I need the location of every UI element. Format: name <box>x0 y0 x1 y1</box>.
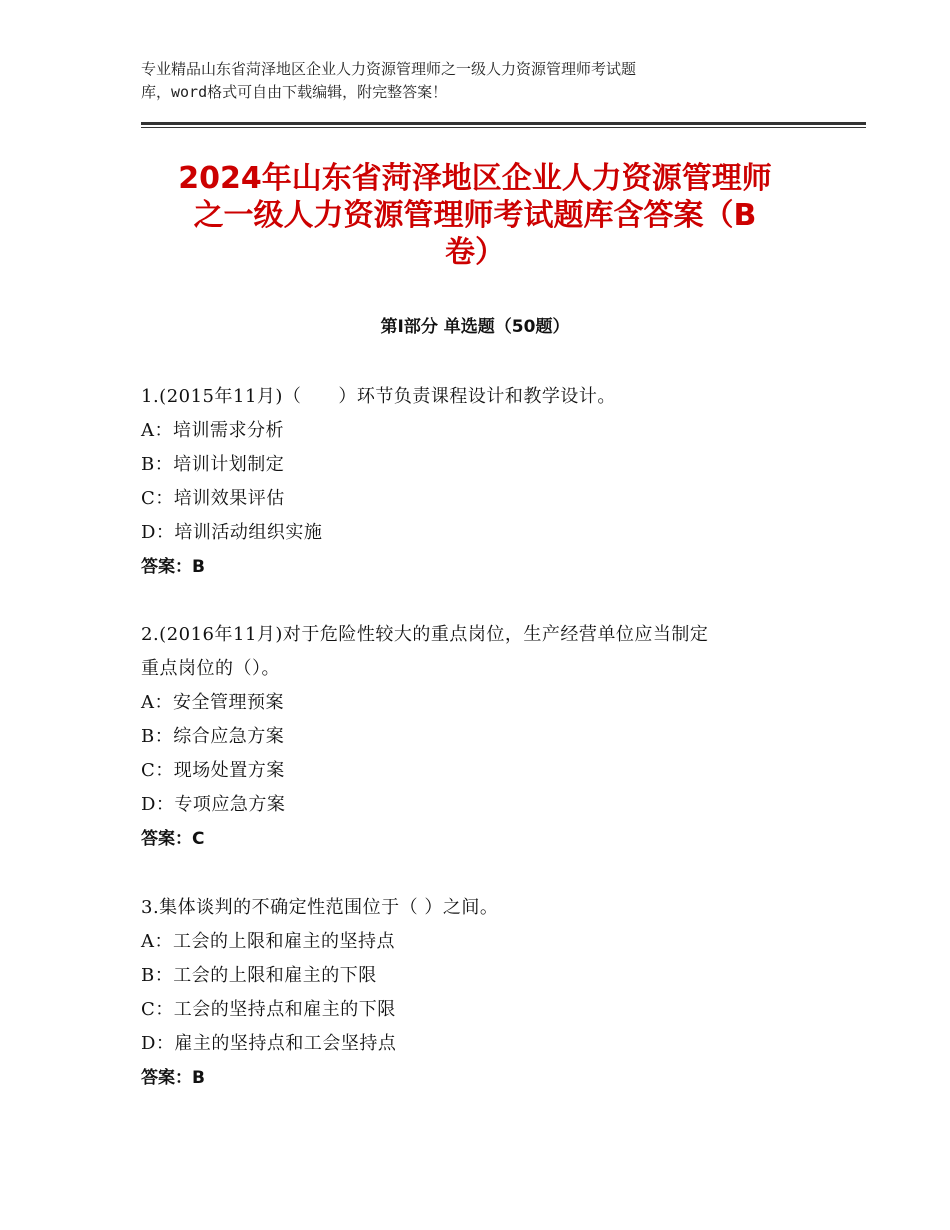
option-a: A：工会的上限和雇主的坚持点 <box>141 931 395 952</box>
header-note-line-1: 专业精品山东省菏泽地区企业人力资源管理师之一级人力资源管理师考试题 <box>141 60 637 78</box>
option-c: C：现场处置方案 <box>141 760 285 781</box>
header-note <box>141 58 781 104</box>
option-d: D：雇主的坚持点和工会坚持点 <box>141 1033 397 1054</box>
section-heading: 第Ⅰ部分 单选题（50题） <box>380 317 570 337</box>
answer: 答案：B <box>141 557 205 577</box>
header-note-line-2: 库，word格式可自由下载编辑，附完整答案！ <box>141 83 448 101</box>
header-rule-thin <box>141 127 866 128</box>
question-stem: 3.集体谈判的不确定性范围位于（ ）之间。 <box>141 897 499 918</box>
document-title <box>120 160 830 271</box>
question-stem: 1.(2015年11月)（ ）环节负责课程设计和教学设计。 <box>141 386 616 407</box>
question-2 <box>141 618 821 856</box>
option-a: A：培训需求分析 <box>141 420 284 441</box>
document-title-line-1: 2024年山东省菏泽地区企业人力资源管理师 <box>178 161 772 196</box>
answer: 答案：B <box>141 1068 205 1088</box>
document-title-line-3: 卷） <box>445 235 505 270</box>
option-c: C：培训效果评估 <box>141 488 285 509</box>
header-rule-thick <box>141 122 866 125</box>
option-b: B：综合应急方案 <box>141 726 285 747</box>
option-b: B：培训计划制定 <box>141 454 285 475</box>
option-d: D：专项应急方案 <box>141 794 286 815</box>
question-3 <box>141 891 821 1095</box>
option-c: C：工会的坚持点和雇主的下限 <box>141 999 396 1020</box>
option-a: A：安全管理预案 <box>141 692 284 713</box>
document-title-line-2: 之一级人力资源管理师考试题库含答案（B <box>193 198 757 233</box>
question-1 <box>141 380 821 584</box>
question-stem-line-1: 2.(2016年11月)对于危险性较大的重点岗位，生产经营单位应当制定 <box>141 624 709 645</box>
question-stem-line-2: 重点岗位的（）。 <box>141 658 280 679</box>
answer: 答案：C <box>141 829 205 849</box>
option-b: B：工会的上限和雇主的下限 <box>141 965 377 986</box>
option-d: D：培训活动组织实施 <box>141 522 323 543</box>
